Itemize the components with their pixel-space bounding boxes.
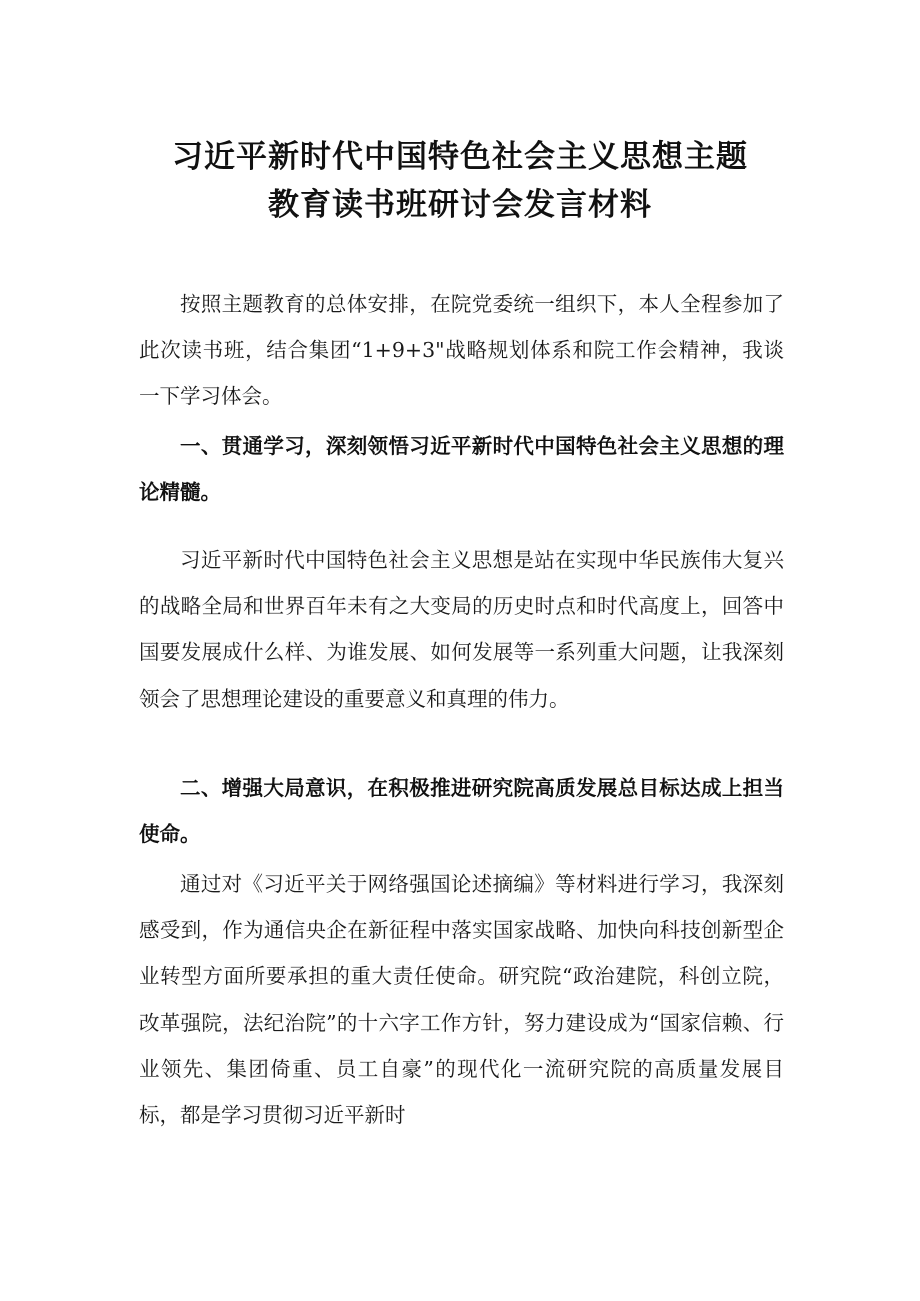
document-title-line2: 教育读书班研讨会发言材料 bbox=[268, 187, 652, 223]
intro-paragraph: 按照主题教育的总体安排，在院党委统一组织下，本人全程参加了此次读书班，结合集团“1+9+3"战略规划体系和院工作会精神，我谈一下学习体会。 bbox=[139, 292, 784, 409]
section2-heading: 二、增强大局意识，在积极推进研究院高质发展总目标达成上担当使命。 bbox=[139, 776, 784, 847]
document-title-line1: 习近平新时代中国特色社会主义思想主题 bbox=[172, 139, 748, 175]
section1-paragraph: 习近平新时代中国特色社会主义思想是站在实现中华民族伟大复兴的战略全局和世界百年未有之大变局的历史时点和时代高度上，回答中国要发展成什么样、为谁发展、如何发展等一系列重大问题，让我深刻领会了思想理论建设的重要意义和真理的伟力。 bbox=[139, 548, 784, 711]
section2-paragraph: 通过对《习近平关于网络强国论述摘编》等材料进行学习，我深刻感受到，作为通信央企在新征程中落实国家战略、加快向科技创新型企业转型方面所要承担的重大责任使命。研究院“政治建院，科创立院，改革强院，法纪治院”的十六字工作方针，努力建设成为“国家信赖、行业领先、集团倚重、员工自豪”的现代化一流研究院的高质量发展目标，都是学习贯彻习近平新时 bbox=[139, 872, 784, 1128]
section1-heading: 一、贯通学习，深刻领悟习近平新时代中国特色社会主义思想的理论精髓。 bbox=[139, 434, 784, 505]
